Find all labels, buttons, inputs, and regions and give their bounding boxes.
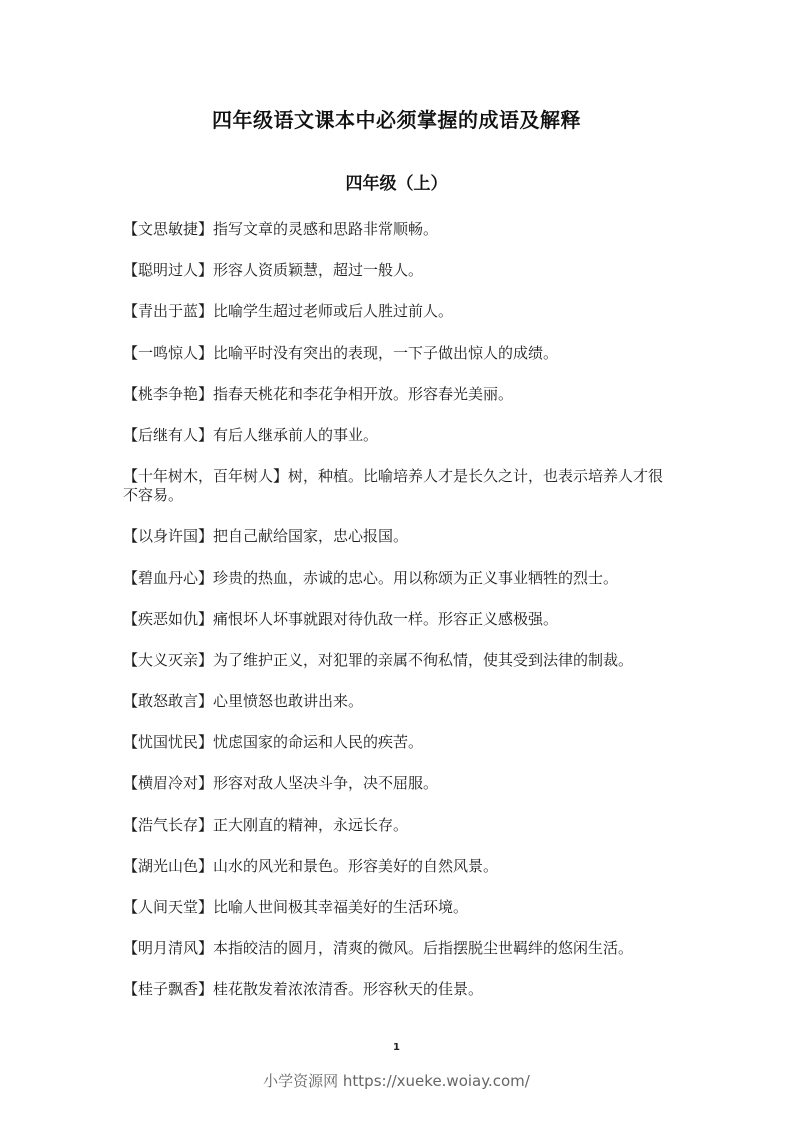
- idiom-definition: 珍贵的热血，赤诚的忠心。用以称颂为正义事业牺牲的烈士。: [213, 568, 619, 587]
- idiom-term: 【 浩气长存 】: [123, 816, 213, 834]
- idiom-term: 【 大义灭亲 】: [123, 651, 213, 669]
- idiom-definition: 把自己献给国家，忠心报国。: [213, 527, 409, 546]
- idiom-definition: 桂花散发着浓浓清香。形容秋天的佳景。: [213, 980, 484, 999]
- idiom-term: 【 文思敏捷 】: [123, 220, 213, 238]
- idiom-definition: 心里愤怒也敢讲出来。: [213, 692, 364, 711]
- idiom-term: 【 横眉冷对 】: [123, 774, 213, 792]
- idiom-entry: [123, 261, 676, 280]
- idiom-entry: [123, 816, 676, 835]
- idiom-term: 【 湖光山色 】: [123, 857, 213, 875]
- idiom-term: 【 以身许国 】: [123, 527, 213, 545]
- idiom-term: 【 聪明过人 】: [123, 261, 213, 279]
- idiom-definition: 为了维护正义，对犯罪的亲属不徇私情，使其受到法律的制裁。: [213, 650, 634, 669]
- idiom-entry: [123, 733, 676, 752]
- idiom-term: 【 碧血丹心 】: [123, 569, 213, 587]
- idiom-term: 【 十年树木，百年树人 】: [123, 467, 288, 485]
- idiom-term: 【 忧国忧民 】: [123, 733, 213, 751]
- section-heading: 四年级（上）: [345, 174, 448, 194]
- watermark-link: 小学资源网 https://xueke.woiay.com/: [263, 1072, 530, 1090]
- page-number: 1: [393, 1042, 400, 1053]
- idiom-definition: 本指皎洁的圆月，清爽的微风。后指摆脱尘世羁绊的悠闲生活。: [213, 939, 634, 958]
- idiom-entry: [123, 527, 676, 546]
- idiom-term: 【 明月清风 】: [123, 939, 213, 957]
- idiom-definition: 形容人资质颖慧，超过一般人。: [213, 261, 424, 280]
- idiom-entry: [123, 898, 676, 917]
- idiom-entry: [123, 385, 676, 404]
- idiom-definition: 形容对敌人坚决斗争，决不屈服。: [213, 774, 439, 793]
- idiom-definition: 比喻平时没有突出的表现，一下子做出惊人的成绩。: [213, 343, 559, 362]
- idiom-entry: [123, 302, 676, 321]
- idiom-list: [123, 220, 676, 1022]
- idiom-definition: 指写文章的灵感和思路非常顺畅。: [213, 220, 439, 238]
- idiom-entry: [123, 857, 676, 876]
- idiom-entry: [123, 692, 676, 711]
- idiom-term: 【 后继有人 】: [123, 426, 213, 444]
- idiom-term: 【 桂子飘香 】: [123, 980, 213, 998]
- idiom-definition: 比喻人世间极其幸福美好的生活环境。: [213, 898, 469, 916]
- idiom-entry: [123, 939, 676, 958]
- document-title: 四年级语文课本中必须掌握的成语及解释: [212, 108, 581, 132]
- idiom-definition: 痛恨坏人坏事就跟对待仇敌一样。形容正义感极强。: [213, 609, 559, 628]
- idiom-term: 【 一鸣惊人 】: [123, 344, 213, 362]
- idiom-term: 【 人间天堂 】: [123, 898, 213, 916]
- idiom-term: 【 青出于蓝 】: [123, 302, 213, 320]
- idiom-term: 【 疾恶如仇 】: [123, 610, 213, 628]
- idiom-entry: [123, 569, 676, 588]
- idiom-definition: 有后人继承前人的事业。: [213, 425, 379, 444]
- idiom-term: 【 桃李争艳 】: [123, 385, 213, 403]
- idiom-definition: 树，种植。比喻培养人才是长久之计，也表示培养人才很不容易。: [123, 467, 664, 505]
- idiom-definition: 正大刚直的精神，永远长存。: [213, 815, 409, 834]
- idiom-definition: 山水的风光和景色。形容美好的自然风景。: [213, 856, 499, 875]
- idiom-entry: [123, 467, 676, 505]
- idiom-entry: [123, 980, 676, 999]
- idiom-entry: [123, 344, 676, 363]
- idiom-entry: [123, 651, 676, 670]
- idiom-entry: [123, 426, 676, 445]
- idiom-entry: [123, 610, 676, 629]
- idiom-definition: 比喻学生超过老师或后人胜过前人。: [213, 302, 454, 321]
- idiom-definition: 忧虑国家的命运和人民的疾苦。: [213, 733, 424, 752]
- idiom-entry: [123, 220, 676, 239]
- idiom-term: 【 敢怒敢言 】: [123, 692, 213, 710]
- idiom-definition: 指春天桃花和李花争相开放。形容春光美丽。: [213, 384, 514, 403]
- idiom-entry: [123, 774, 676, 793]
